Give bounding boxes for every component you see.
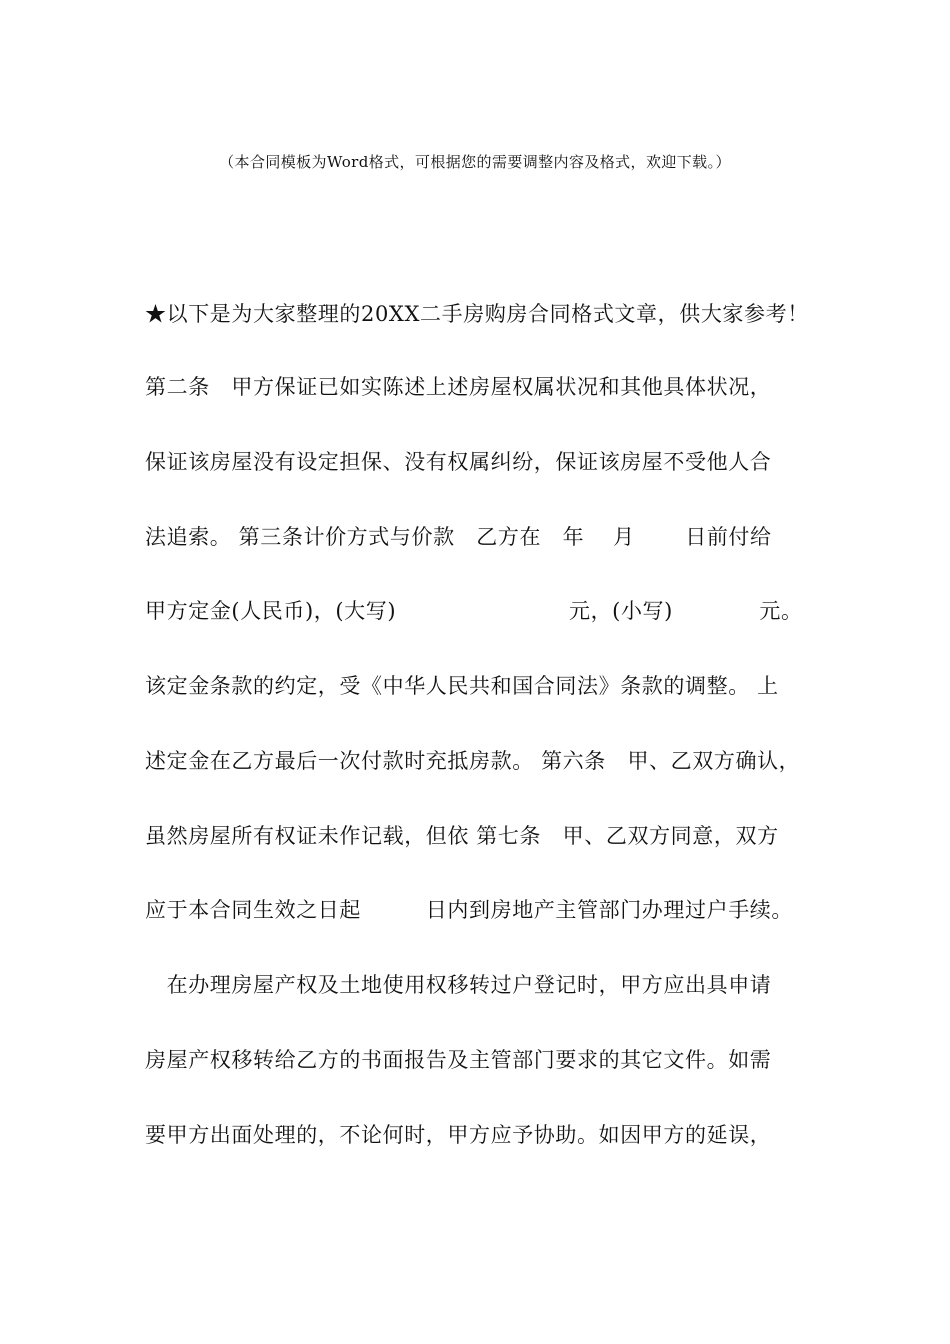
body-line-4: 法追索。 第三条计价方式与价款 乙方在 年 月 日前付给 <box>145 525 772 549</box>
body-line-6: 该定金条款的约定，受《中华人民共和国合同法》条款的调整。 上 <box>145 674 779 698</box>
body-line-10: 在办理房屋产权及土地使用权移转过户登记时，甲方应出具申请 <box>145 973 772 997</box>
body-line-8: 虽然房屋所有权证未作记载，但依 第七条 甲、乙双方同意，双方 <box>145 824 779 848</box>
body-line-9: 应于本合同生效之日起 日内到房地产主管部门办理过户手续。 <box>145 898 793 922</box>
body-line-7: 述定金在乙方最后一次付款时充抵房款。 第六条 甲、乙双方确认， <box>145 749 801 773</box>
body-line-11: 房屋产权移转给乙方的书面报告及主管部门要求的其它文件。如需 <box>145 1048 772 1072</box>
body-line-1: ★以下是为大家整理的20XX二手房购房合同格式文章，供大家参考！ <box>145 302 809 326</box>
template-note: （本合同模板为Word格式，可根据您的需要调整内容及格式，欢迎下载。） <box>219 153 731 171</box>
body-line-5: 甲方定金(人民币)，(大写) 元，(小写) 元。 <box>145 599 803 623</box>
body-line-3: 保证该房屋没有设定担保、没有权属纠纷，保证该房屋不受他人合 <box>145 450 772 474</box>
body-line-2: 第二条 甲方保证已如实陈述上述房屋权属状况和其他具体状况， <box>145 375 772 399</box>
body-line-12: 要甲方出面处理的，不论何时，甲方应予协助。如因甲方的延误， <box>145 1123 772 1147</box>
